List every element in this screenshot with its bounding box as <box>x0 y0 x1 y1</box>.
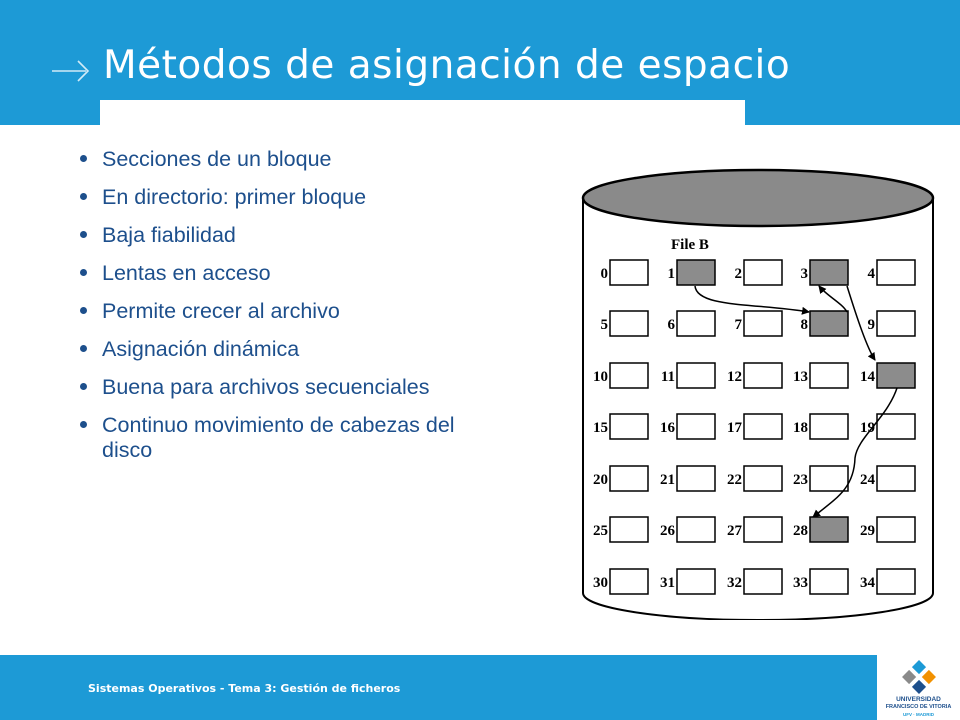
block-number: 6 <box>667 317 675 333</box>
block-number: 7 <box>734 317 742 333</box>
arrow-icon <box>52 55 96 85</box>
block-number: 5 <box>600 317 608 333</box>
block-number: 20 <box>593 472 608 488</box>
free-block <box>744 466 782 491</box>
bullet-text: Lentas en acceso <box>102 261 271 285</box>
logo-line-1: UNIVERSIDAD <box>896 696 941 703</box>
free-block <box>677 466 715 491</box>
block-number: 12 <box>727 369 742 385</box>
allocated-block <box>810 260 848 285</box>
free-block <box>610 311 648 336</box>
free-block <box>744 414 782 439</box>
free-block <box>744 569 782 594</box>
block-number: 34 <box>860 575 875 591</box>
block-number: 24 <box>860 472 875 488</box>
free-block <box>610 414 648 439</box>
free-block <box>877 311 915 336</box>
block-number: 15 <box>593 420 608 436</box>
free-block <box>744 311 782 336</box>
bullet-item <box>78 223 538 248</box>
block-number: 9 <box>867 317 875 333</box>
free-block <box>810 363 848 388</box>
allocated-block <box>877 363 915 388</box>
free-block <box>877 414 915 439</box>
block-number: 32 <box>727 575 742 591</box>
university-logo <box>877 655 960 720</box>
block-number: 0 <box>600 266 608 282</box>
free-block <box>810 466 848 491</box>
free-block <box>744 260 782 285</box>
block-number: 1 <box>667 266 675 282</box>
bullet-item <box>78 147 538 172</box>
allocated-block <box>810 311 848 336</box>
bullet-text: Continuo movimiento de cabezas del disco <box>102 413 455 462</box>
block-number: 21 <box>660 472 675 488</box>
block-number: 28 <box>793 523 808 539</box>
block-number: 16 <box>660 420 675 436</box>
logo-mark-icon <box>901 659 937 695</box>
bullet-item <box>78 413 538 463</box>
bullet-item <box>78 261 538 286</box>
logo-line-2: FRANCISCO DE VITORIA <box>885 704 952 710</box>
logo-line-3: UFV · MADRID <box>903 712 934 717</box>
block-number: 8 <box>800 317 808 333</box>
block-number: 29 <box>860 523 875 539</box>
block-number: 2 <box>734 266 742 282</box>
free-block <box>810 569 848 594</box>
bullet-dot-icon <box>80 155 87 162</box>
free-block <box>810 414 848 439</box>
bullet-dot-icon <box>80 345 87 352</box>
free-block <box>744 363 782 388</box>
bullet-text: Asignación dinámica <box>102 337 300 361</box>
linked-allocation-diagram <box>557 158 960 620</box>
allocated-block <box>677 260 715 285</box>
free-block <box>610 466 648 491</box>
block-number: 14 <box>860 369 875 385</box>
free-block <box>877 260 915 285</box>
block-number: 25 <box>593 523 608 539</box>
footer-text: Sistemas Operativos - Tema 3: Gestión de ficheros <box>88 682 401 695</box>
bullet-dot-icon <box>80 383 87 390</box>
free-block <box>677 363 715 388</box>
bullet-item <box>78 375 538 400</box>
block-number: 10 <box>593 369 608 385</box>
free-block <box>677 311 715 336</box>
bullet-dot-icon <box>80 231 87 238</box>
bullet-item <box>78 299 538 324</box>
block-number: 30 <box>593 575 608 591</box>
block-number: 17 <box>727 420 742 436</box>
block-number: 22 <box>727 472 742 488</box>
block-number: 31 <box>660 575 675 591</box>
block-number: 11 <box>660 369 675 385</box>
block-number: 19 <box>860 420 875 436</box>
block-number: 23 <box>793 472 808 488</box>
disk-top <box>583 170 933 226</box>
bullet-text: Buena para archivos secuenciales <box>102 375 430 399</box>
free-block <box>677 569 715 594</box>
free-block <box>610 260 648 285</box>
block-number: 4 <box>867 266 875 282</box>
block-number: 13 <box>793 369 808 385</box>
bullet-dot-icon <box>80 421 87 428</box>
free-block <box>877 517 915 542</box>
block-number: 18 <box>793 420 808 436</box>
allocated-block <box>810 517 848 542</box>
bullet-item <box>78 185 538 210</box>
bullet-text: En directorio: primer bloque <box>102 185 367 209</box>
block-number: 26 <box>660 523 675 539</box>
bullet-list <box>78 147 538 476</box>
bullet-item <box>78 337 538 362</box>
free-block <box>877 466 915 491</box>
free-block <box>610 569 648 594</box>
free-block <box>677 414 715 439</box>
slide-title: Métodos de asignación de espacio <box>103 43 791 88</box>
title-underline <box>100 100 745 125</box>
free-block <box>677 517 715 542</box>
bullet-text: Secciones de un bloque <box>102 147 332 171</box>
file-label: File B <box>671 237 709 253</box>
block-number: 27 <box>727 523 742 539</box>
bullet-dot-icon <box>80 193 87 200</box>
free-block <box>744 517 782 542</box>
free-block <box>877 569 915 594</box>
bullet-text: Permite crecer al archivo <box>102 299 340 323</box>
block-number: 33 <box>793 575 808 591</box>
free-block <box>610 517 648 542</box>
block-number: 3 <box>800 266 808 282</box>
free-block <box>610 363 648 388</box>
bullet-dot-icon <box>80 269 87 276</box>
bullet-dot-icon <box>80 307 87 314</box>
bullet-text: Baja fiabilidad <box>102 223 236 247</box>
